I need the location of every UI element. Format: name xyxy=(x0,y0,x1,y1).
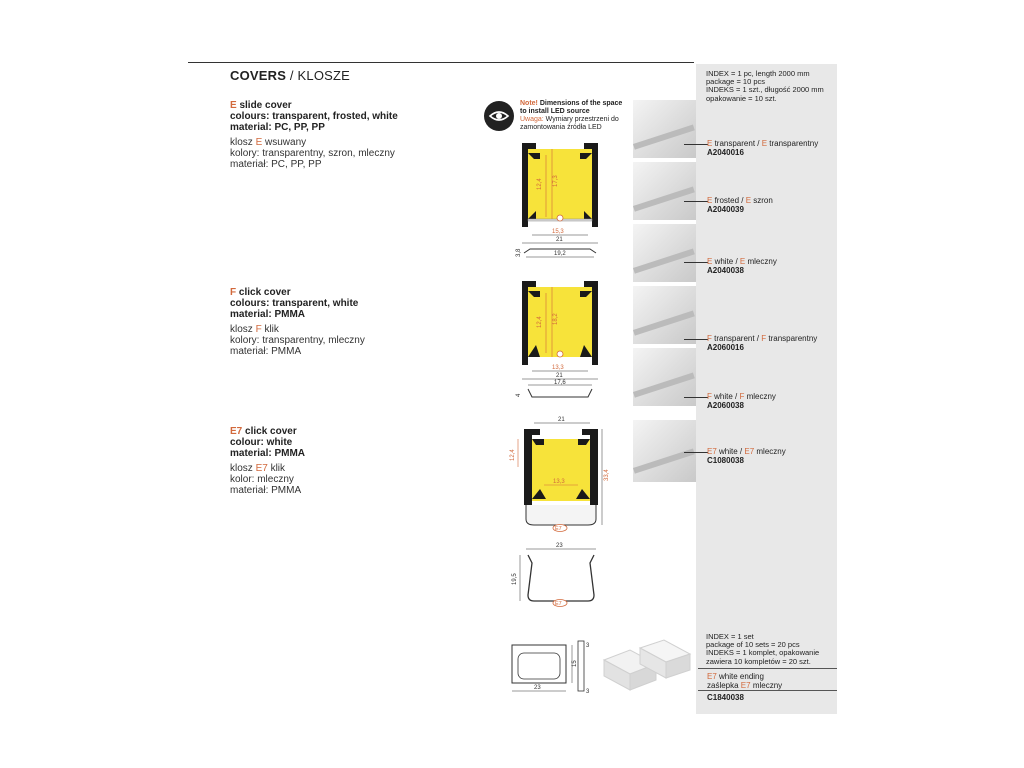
dim-e7-tag: E7 xyxy=(555,526,562,532)
dim-e7c-h: 19,5 xyxy=(512,573,518,585)
dim-e-side: 3,8 xyxy=(516,248,522,257)
leader-line xyxy=(684,397,708,398)
product-e-frosted: E frosted / E szron A2040039 xyxy=(707,196,773,214)
dim-e7-top: 21 xyxy=(558,417,565,423)
dim-e-w3: 19,2 xyxy=(554,251,566,257)
ending-label: E7 white ending zaślepka E7 mleczny xyxy=(707,672,783,690)
cover-e7-drawing xyxy=(512,543,596,607)
ending-code: C1840038 xyxy=(707,693,744,702)
photo-f-transparent xyxy=(633,286,696,344)
dim-end-t2: 3 xyxy=(586,689,590,695)
dim-end-w: 23 xyxy=(534,685,541,691)
dim-f-w2: 21 xyxy=(556,373,563,379)
leader-line xyxy=(684,262,708,263)
dim-f-w1: 13,3 xyxy=(552,365,564,371)
cover-f-description: F click cover colours: transparent, white material: PMMA klosz F klik kolory: transparentny, mleczny materiał: PMMA xyxy=(230,287,365,357)
cover-e-description: E slide cover colours: transparent, frosted, white material: PC, PP, PP klosz E wsuwany kolory: transparentny, szron, mleczny materiał: PC, PP, PP xyxy=(230,100,398,170)
photo-e7-white xyxy=(633,420,696,482)
dim-e7-h1: 12,4 xyxy=(510,449,516,461)
leader-line xyxy=(684,452,708,453)
endcap-photo xyxy=(600,636,696,700)
index-info-bottom: INDEX = 1 set package of 10 sets = 20 pcs INDEKS = 1 komplet, opakowanie zawiera 10 kompletów = 20 szt. xyxy=(706,632,820,666)
profile-f-drawing xyxy=(516,281,598,397)
photo-e-transparent xyxy=(633,100,696,158)
separator xyxy=(698,668,837,669)
dim-f-h2: 18,2 xyxy=(553,313,559,325)
eye-icon xyxy=(484,101,514,131)
page-title: COVERS / KLOSZE xyxy=(230,68,351,83)
photo-e-frosted xyxy=(633,162,696,220)
dim-e-w2: 21 xyxy=(556,237,563,243)
info-column xyxy=(696,64,837,714)
leader-line xyxy=(684,339,708,340)
dimension-note: Note! Dimensions of the space to install LED source Uwaga: Wymiary przestrzeni do zamontowania źródła LED xyxy=(520,100,623,131)
dim-f-w3: 17,6 xyxy=(554,380,566,386)
leader-line xyxy=(684,201,708,202)
profile-e-drawing xyxy=(516,143,598,257)
separator xyxy=(698,690,837,691)
photo-e-white xyxy=(633,224,696,282)
dim-end-t1: 3 xyxy=(586,643,590,649)
dim-f-side: 4 xyxy=(516,393,522,397)
product-e7-white: E7 white / E7 mleczny C1080038 xyxy=(707,447,786,465)
dim-e-h1: 12,4 xyxy=(537,178,543,190)
header-rule xyxy=(188,62,694,63)
dim-end-h: 15 xyxy=(572,660,578,667)
dim-f-h1: 12,4 xyxy=(537,316,543,328)
product-e-white: E white / E mleczny A2040038 xyxy=(707,257,777,275)
dim-e-w1: 15,3 xyxy=(552,229,564,235)
product-e-transparent: E transparent / E transparentny A2040016 xyxy=(707,139,819,157)
profile-drawings xyxy=(500,135,630,715)
dim-e7-h2: 33,4 xyxy=(604,469,610,481)
leader-line xyxy=(684,144,708,145)
endcap-drawing xyxy=(512,641,590,695)
profile-e7-drawing xyxy=(510,417,610,532)
index-info-top: INDEX = 1 pc, length 2000 mm package = 10 pcs INDEKS = 1 szt., długość 2000 mm opakowanie = 10 szt. xyxy=(706,69,824,103)
dim-e7-w1: 13,3 xyxy=(553,479,565,485)
product-f-transparent: F transparent / F transparentny A2060016 xyxy=(707,334,818,352)
dim-e7c-tag: E7 xyxy=(555,601,562,607)
cover-e7-description: E7 click cover colour: white material: PMMA klosz E7 klik kolor: mleczny materiał: PMMA xyxy=(230,426,306,496)
dim-e7c-top: 23 xyxy=(556,543,563,549)
product-f-white: F white / F mleczny A2060038 xyxy=(707,392,776,410)
dim-e-h2: 17,3 xyxy=(553,175,559,187)
